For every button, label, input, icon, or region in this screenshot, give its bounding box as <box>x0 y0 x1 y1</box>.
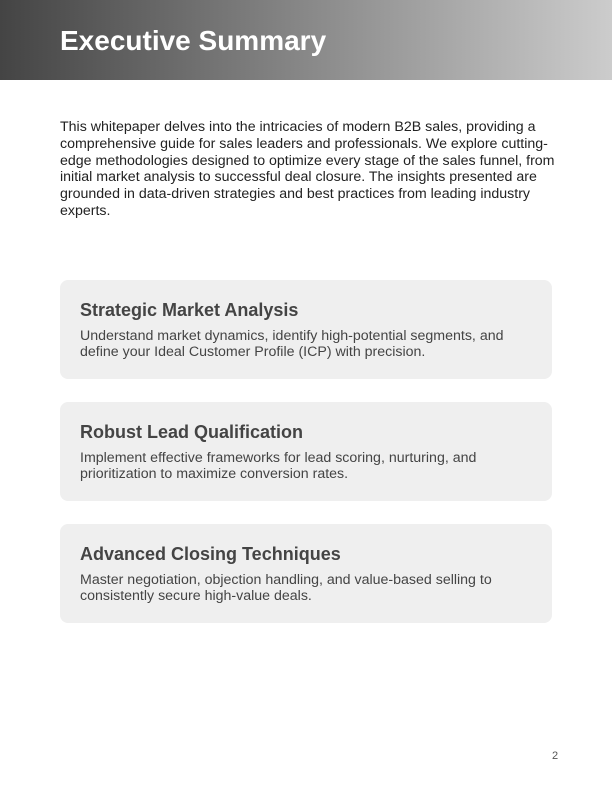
header-banner <box>0 0 612 80</box>
card-advanced-closing-techniques <box>60 524 552 623</box>
card-strategic-market-analysis <box>60 280 552 379</box>
card-description: Understand market dynamics, identify high-potential segments, and define your Ideal Customer Profile (ICP) with precision. <box>80 328 504 360</box>
card-description: Master negotiation, objection handling, and value-based selling to consistently secure high-value deals. <box>80 572 492 604</box>
intro-paragraph: This whitepaper delves into the intricacies of modern B2B sales, providing a comprehensive guide for sales leaders and professionals. We explore cutting-edge methodologies designed to optimize every stage of the sales funnel, from initial market analysis to successful deal closure. The insights presented are grounded in data-driven strategies and best practices from leading industry experts. <box>60 119 555 219</box>
card-title: Advanced Closing Techniques <box>80 544 341 564</box>
card-robust-lead-qualification <box>60 402 552 501</box>
card-title: Robust Lead Qualification <box>80 422 304 442</box>
page-title: Executive Summary <box>60 25 327 56</box>
page-number: 2 <box>552 750 559 762</box>
card-description: Implement effective frameworks for lead scoring, nurturing, and prioritization to maximize conversion rates. <box>80 450 477 482</box>
card-title: Strategic Market Analysis <box>80 300 299 320</box>
